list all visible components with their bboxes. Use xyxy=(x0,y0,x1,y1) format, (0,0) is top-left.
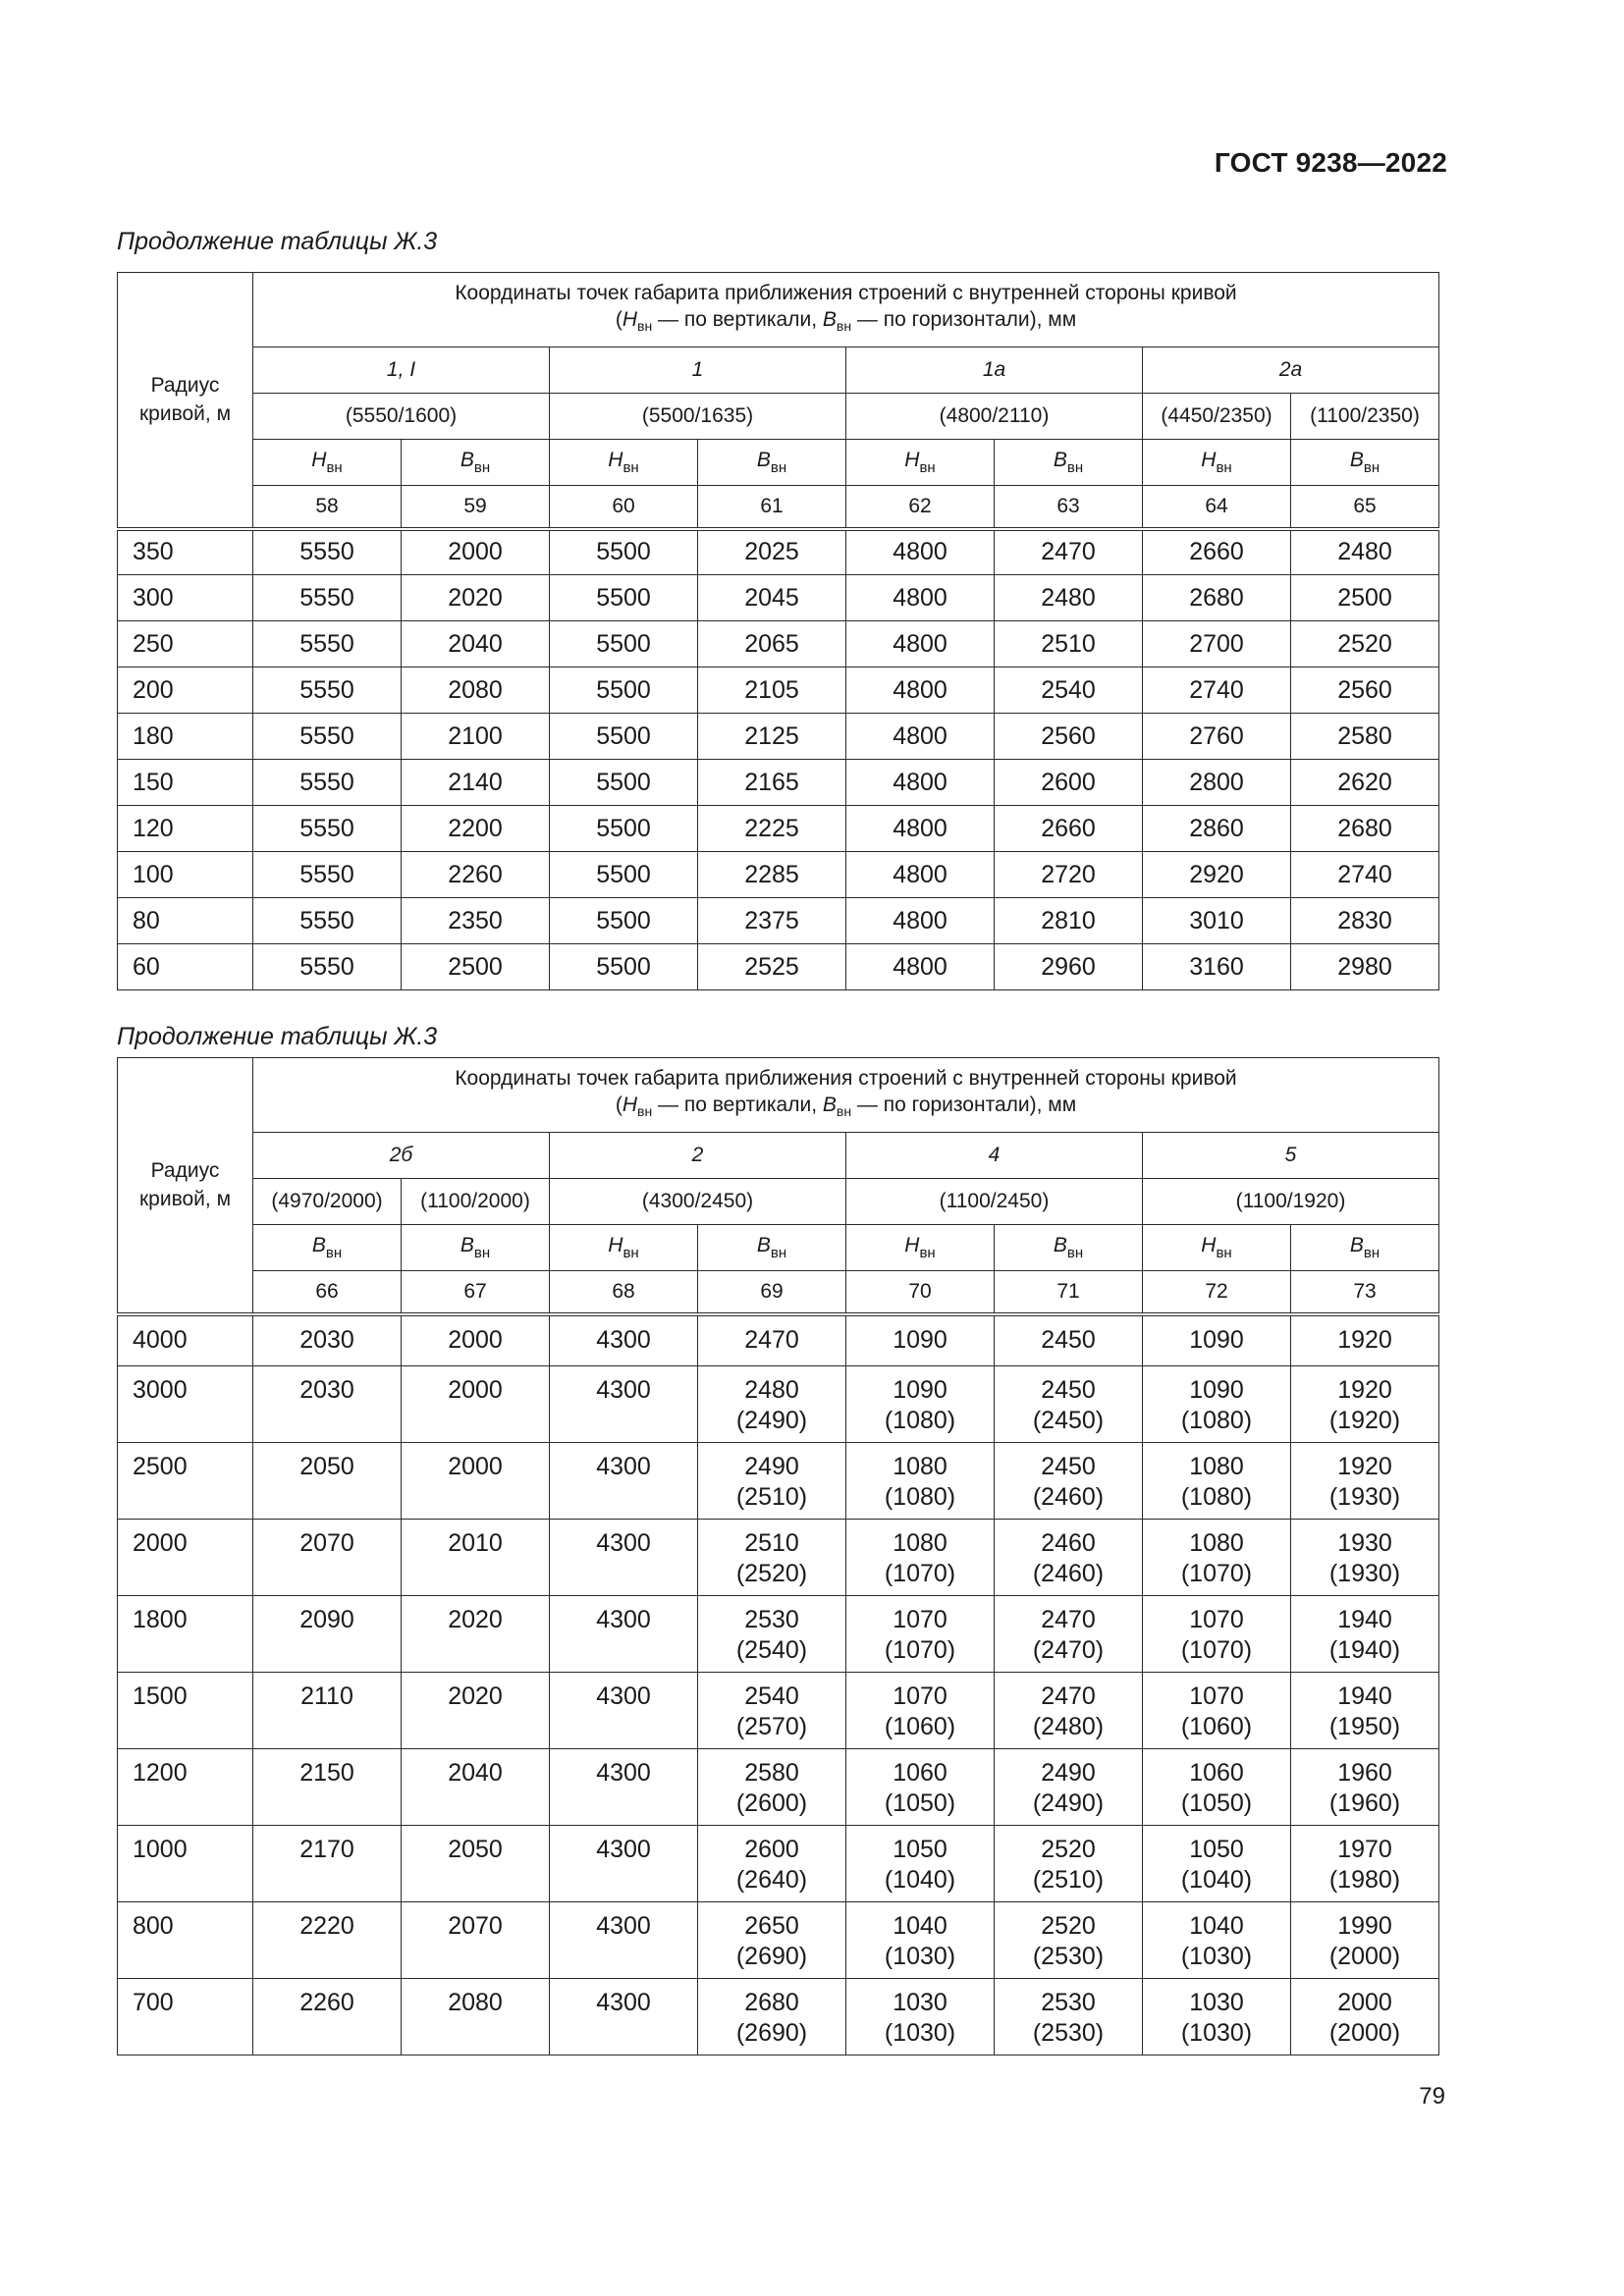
point-header: (1100/2000) xyxy=(402,1179,550,1225)
column-number: 68 xyxy=(550,1271,698,1314)
value-cell: 4300 xyxy=(550,1826,698,1902)
h-subscript: вн xyxy=(637,1103,653,1119)
value-cell: 2540 (2570) xyxy=(698,1673,846,1749)
value-cell: 1080 (1080) xyxy=(1143,1443,1291,1520)
value-cell: 2600 xyxy=(995,760,1143,806)
value-cell: 1940 (1950) xyxy=(1291,1673,1439,1749)
point-header: (1100/2450) xyxy=(846,1179,1143,1225)
column-number: 65 xyxy=(1291,486,1439,529)
table-row xyxy=(118,1596,1439,1673)
value-cell: 1090 xyxy=(846,1314,995,1366)
value-cell: 2490 (2490) xyxy=(995,1749,1143,1826)
value-cell: 2020 xyxy=(402,575,550,621)
group-header: 1 xyxy=(550,347,846,394)
value-cell: 2070 xyxy=(402,1902,550,1979)
clearance-table-2 xyxy=(117,1057,1439,2056)
value-cell: 2520 xyxy=(1291,621,1439,667)
value-cell: 2050 xyxy=(253,1443,402,1520)
value-cell: 4300 xyxy=(550,1366,698,1443)
value-cell: 2105 xyxy=(698,667,846,714)
value-cell: 5550 xyxy=(253,714,402,760)
table-row xyxy=(118,1443,1439,1520)
table-row xyxy=(118,1314,1439,1366)
h-symbol: H xyxy=(622,1094,637,1116)
value-cell: 4800 xyxy=(846,806,995,852)
radius-cell: 1800 xyxy=(118,1596,253,1673)
table-row xyxy=(118,667,1439,714)
value-cell: 4300 xyxy=(550,1749,698,1826)
value-cell: 2480 xyxy=(1291,529,1439,575)
value-cell: 1070 (1070) xyxy=(846,1596,995,1673)
value-cell: 2980 xyxy=(1291,944,1439,990)
value-cell: 2520 (2530) xyxy=(995,1902,1143,1979)
table-caption: Продолжение таблицы Ж.3 xyxy=(117,1023,438,1050)
value-cell: 2080 xyxy=(402,1979,550,2056)
table-row xyxy=(118,852,1439,898)
value-cell: 5500 xyxy=(550,944,698,990)
point-header: (5500/1635) xyxy=(550,394,846,440)
value-cell: 1040 (1030) xyxy=(846,1902,995,1979)
group-header: 4 xyxy=(846,1133,1143,1179)
point-header: (4800/2110) xyxy=(846,394,1143,440)
value-cell: 5550 xyxy=(253,760,402,806)
var-header: $B_{вн}$ xyxy=(402,1225,550,1271)
value-cell: 2660 xyxy=(1143,529,1291,575)
value-cell: 2860 xyxy=(1143,806,1291,852)
value-cell: 4300 xyxy=(550,1673,698,1749)
value-cell: 1030 (1030) xyxy=(846,1979,995,2056)
value-cell: 1920 xyxy=(1291,1314,1439,1366)
value-cell: 2680 xyxy=(1291,806,1439,852)
radius-cell: 200 xyxy=(118,667,253,714)
value-cell: 1080 (1070) xyxy=(1143,1520,1291,1596)
value-cell: 2000 (2000) xyxy=(1291,1979,1439,2056)
radius-cell: 3000 xyxy=(118,1366,253,1443)
radius-header: Радиус кривой, м xyxy=(118,273,253,529)
value-cell: 2660 xyxy=(995,806,1143,852)
radius-cell: 4000 xyxy=(118,1314,253,1366)
column-number: 72 xyxy=(1143,1271,1291,1314)
value-cell: 2220 xyxy=(253,1902,402,1979)
b-subscript: вн xyxy=(836,1103,852,1119)
value-cell: 2620 xyxy=(1291,760,1439,806)
column-number: 66 xyxy=(253,1271,402,1314)
value-cell: 2650 (2690) xyxy=(698,1902,846,1979)
var-header: $B_{вн}$ xyxy=(1291,1225,1439,1271)
value-cell: 4300 xyxy=(550,1902,698,1979)
value-cell: 3010 xyxy=(1143,898,1291,944)
point-header: (1100/1920) xyxy=(1143,1179,1439,1225)
value-cell: 5550 xyxy=(253,621,402,667)
b-symbol: B xyxy=(822,308,837,331)
radius-cell: 1000 xyxy=(118,1826,253,1902)
table-row xyxy=(118,529,1439,575)
column-number: 60 xyxy=(550,486,698,529)
column-number: 69 xyxy=(698,1271,846,1314)
value-cell: 2100 xyxy=(402,714,550,760)
value-cell: 4800 xyxy=(846,529,995,575)
value-cell: 2200 xyxy=(402,806,550,852)
value-cell: 4800 xyxy=(846,575,995,621)
value-cell: 2260 xyxy=(402,852,550,898)
value-cell: 2580 (2600) xyxy=(698,1749,846,1826)
column-number: 59 xyxy=(402,486,550,529)
var-header: $H_{вн}$ xyxy=(1143,440,1291,486)
value-cell: 2480 (2490) xyxy=(698,1366,846,1443)
radius-cell: 250 xyxy=(118,621,253,667)
value-cell: 2110 xyxy=(253,1673,402,1749)
value-cell: 1940 (1940) xyxy=(1291,1596,1439,1673)
group-header: 5 xyxy=(1143,1133,1439,1179)
table-row xyxy=(118,621,1439,667)
value-cell: 1060 (1050) xyxy=(1143,1749,1291,1826)
var-header: $H_{вн}$ xyxy=(550,1225,698,1271)
value-cell: 2020 xyxy=(402,1673,550,1749)
value-cell: 2285 xyxy=(698,852,846,898)
value-cell: 1050 (1040) xyxy=(846,1826,995,1902)
value-cell: 4800 xyxy=(846,852,995,898)
var-header: $B_{вн}$ xyxy=(995,440,1143,486)
value-cell: 1930 (1930) xyxy=(1291,1520,1439,1596)
value-cell: 2600 (2640) xyxy=(698,1826,846,1902)
value-cell: 2525 xyxy=(698,944,846,990)
value-cell: 4800 xyxy=(846,944,995,990)
value-cell: 2960 xyxy=(995,944,1143,990)
point-header: (4450/2350) xyxy=(1143,394,1291,440)
value-cell: 1090 xyxy=(1143,1314,1291,1366)
table-caption: Продолжение таблицы Ж.3 xyxy=(117,228,438,255)
point-header: (4970/2000) xyxy=(253,1179,402,1225)
value-cell: 1050 (1040) xyxy=(1143,1826,1291,1902)
value-cell: 4300 xyxy=(550,1314,698,1366)
value-cell: 5500 xyxy=(550,529,698,575)
point-header: (4300/2450) xyxy=(550,1179,846,1225)
value-cell: 1040 (1030) xyxy=(1143,1902,1291,1979)
value-cell: 2450 xyxy=(995,1314,1143,1366)
var-header: $B_{вн}$ xyxy=(1291,440,1439,486)
value-cell: 5500 xyxy=(550,575,698,621)
column-number: 67 xyxy=(402,1271,550,1314)
value-cell: 2580 xyxy=(1291,714,1439,760)
coords-title: Координаты точек габарита приближения строений с внутренней стороны кривой xyxy=(455,1067,1237,1090)
value-cell: 2125 xyxy=(698,714,846,760)
value-cell: 5550 xyxy=(253,944,402,990)
value-cell: 2530 (2540) xyxy=(698,1596,846,1673)
value-cell: 5550 xyxy=(253,667,402,714)
value-cell: 5500 xyxy=(550,714,698,760)
value-cell: 2510 (2520) xyxy=(698,1520,846,1596)
value-cell: 1080 (1080) xyxy=(846,1443,995,1520)
value-cell: 1990 (2000) xyxy=(1291,1902,1439,1979)
table-row xyxy=(118,1749,1439,1826)
radius-header: Радиус кривой, м xyxy=(118,1058,253,1314)
value-cell: 4800 xyxy=(846,667,995,714)
value-cell: 2920 xyxy=(1143,852,1291,898)
table-row xyxy=(118,714,1439,760)
radius-cell: 60 xyxy=(118,944,253,990)
value-cell: 2540 xyxy=(995,667,1143,714)
table-row xyxy=(118,575,1439,621)
radius-cell: 180 xyxy=(118,714,253,760)
value-cell: 1970 (1980) xyxy=(1291,1826,1439,1902)
value-cell: 2170 xyxy=(253,1826,402,1902)
var-header: $B_{вн}$ xyxy=(253,1225,402,1271)
radius-cell: 700 xyxy=(118,1979,253,2056)
b-text: — по горизонтали), мм xyxy=(851,1094,1077,1116)
value-cell: 2020 xyxy=(402,1596,550,1673)
radius-cell: 300 xyxy=(118,575,253,621)
table-row xyxy=(118,1673,1439,1749)
coords-header: Координаты точек габарита приближения строений с внутренней стороны кривой ($H_{вн}$ — по вертикали, $B_{вн}$ — по горизонтали), мм xyxy=(253,273,1439,347)
value-cell: 3160 xyxy=(1143,944,1291,990)
value-cell: 2760 xyxy=(1143,714,1291,760)
value-cell: 2040 xyxy=(402,1749,550,1826)
table-row xyxy=(118,1520,1439,1596)
group-header: 2 xyxy=(550,1133,846,1179)
value-cell: 1920 (1930) xyxy=(1291,1443,1439,1520)
value-cell: 2010 xyxy=(402,1520,550,1596)
table-row xyxy=(118,806,1439,852)
point-header: (1100/2350) xyxy=(1291,394,1439,440)
value-cell: 2680 (2690) xyxy=(698,1979,846,2056)
value-cell: 2070 xyxy=(253,1520,402,1596)
table-row xyxy=(118,1366,1439,1443)
radius-cell: 150 xyxy=(118,760,253,806)
column-number: 58 xyxy=(253,486,402,529)
radius-cell: 80 xyxy=(118,898,253,944)
table-row xyxy=(118,760,1439,806)
value-cell: 5500 xyxy=(550,667,698,714)
radius-cell: 800 xyxy=(118,1902,253,1979)
value-cell: 5550 xyxy=(253,806,402,852)
value-cell: 2030 xyxy=(253,1366,402,1443)
value-cell: 1070 (1060) xyxy=(1143,1673,1291,1749)
var-header: $H_{вн}$ xyxy=(846,440,995,486)
value-cell: 5500 xyxy=(550,760,698,806)
b-subscript: вн xyxy=(836,318,852,334)
column-number: 63 xyxy=(995,486,1143,529)
value-cell: 2500 xyxy=(402,944,550,990)
column-number: 64 xyxy=(1143,486,1291,529)
var-header: $H_{вн}$ xyxy=(253,440,402,486)
value-cell: 2480 xyxy=(995,575,1143,621)
value-cell: 2000 xyxy=(402,1366,550,1443)
column-number: 70 xyxy=(846,1271,995,1314)
value-cell: 2490 (2510) xyxy=(698,1443,846,1520)
radius-cell: 120 xyxy=(118,806,253,852)
value-cell: 2470 xyxy=(995,529,1143,575)
value-cell: 1060 (1050) xyxy=(846,1749,995,1826)
table-row xyxy=(118,898,1439,944)
value-cell: 2065 xyxy=(698,621,846,667)
var-header: $B_{вн}$ xyxy=(995,1225,1143,1271)
var-header: $H_{вн}$ xyxy=(1143,1225,1291,1271)
value-cell: 2450 (2450) xyxy=(995,1366,1143,1443)
table-row xyxy=(118,1826,1439,1902)
value-cell: 1090 (1080) xyxy=(846,1366,995,1443)
value-cell: 5500 xyxy=(550,806,698,852)
value-cell: 5550 xyxy=(253,898,402,944)
radius-cell: 2500 xyxy=(118,1443,253,1520)
value-cell: 2720 xyxy=(995,852,1143,898)
value-cell: 2830 xyxy=(1291,898,1439,944)
var-header: $B_{вн}$ xyxy=(402,440,550,486)
value-cell: 2375 xyxy=(698,898,846,944)
value-cell: 1920 (1920) xyxy=(1291,1366,1439,1443)
value-cell: 2000 xyxy=(402,1314,550,1366)
column-number: 73 xyxy=(1291,1271,1439,1314)
value-cell: 4800 xyxy=(846,714,995,760)
value-cell: 4300 xyxy=(550,1596,698,1673)
table-row xyxy=(118,1902,1439,1979)
h-symbol: H xyxy=(622,308,637,331)
value-cell: 2150 xyxy=(253,1749,402,1826)
value-cell: 2470 (2470) xyxy=(995,1596,1143,1673)
value-cell: 4300 xyxy=(550,1520,698,1596)
value-cell: 2460 (2460) xyxy=(995,1520,1143,1596)
value-cell: 2520 (2510) xyxy=(995,1826,1143,1902)
point-header: (5550/1600) xyxy=(253,394,550,440)
value-cell: 2500 xyxy=(1291,575,1439,621)
value-cell: 2680 xyxy=(1143,575,1291,621)
value-cell: 5550 xyxy=(253,852,402,898)
value-cell: 2740 xyxy=(1143,667,1291,714)
table-row xyxy=(118,944,1439,990)
var-header: $B_{вн}$ xyxy=(698,440,846,486)
value-cell: 2800 xyxy=(1143,760,1291,806)
value-cell: 2740 xyxy=(1291,852,1439,898)
value-cell: 4800 xyxy=(846,760,995,806)
group-header: 2б xyxy=(253,1133,550,1179)
value-cell: 4800 xyxy=(846,621,995,667)
value-cell: 1960 (1960) xyxy=(1291,1749,1439,1826)
value-cell: 2165 xyxy=(698,760,846,806)
radius-cell: 100 xyxy=(118,852,253,898)
value-cell: 2510 xyxy=(995,621,1143,667)
clearance-table-1 xyxy=(117,272,1439,990)
value-cell: 2225 xyxy=(698,806,846,852)
var-header: $H_{вн}$ xyxy=(550,440,698,486)
value-cell: 2030 xyxy=(253,1314,402,1366)
table-row xyxy=(118,1979,1439,2056)
standard-header: ГОСТ 9238—2022 xyxy=(1214,147,1447,178)
var-header: $H_{вн}$ xyxy=(846,1225,995,1271)
value-cell: 2350 xyxy=(402,898,550,944)
value-cell: 1070 (1070) xyxy=(1143,1596,1291,1673)
value-cell: 4300 xyxy=(550,1443,698,1520)
radius-cell: 350 xyxy=(118,529,253,575)
var-header: $B_{вн}$ xyxy=(698,1225,846,1271)
value-cell: 2810 xyxy=(995,898,1143,944)
value-cell: 2260 xyxy=(253,1979,402,2056)
value-cell: 2090 xyxy=(253,1596,402,1673)
value-cell: 2470 xyxy=(698,1314,846,1366)
column-number: 71 xyxy=(995,1271,1143,1314)
value-cell: 2000 xyxy=(402,1443,550,1520)
value-cell: 4300 xyxy=(550,1979,698,2056)
value-cell: 5500 xyxy=(550,621,698,667)
value-cell: 2040 xyxy=(402,621,550,667)
radius-cell: 1500 xyxy=(118,1673,253,1749)
b-symbol: B xyxy=(822,1094,837,1116)
value-cell: 5500 xyxy=(550,852,698,898)
value-cell: 2700 xyxy=(1143,621,1291,667)
value-cell: 2140 xyxy=(402,760,550,806)
value-cell: 1090 (1080) xyxy=(1143,1366,1291,1443)
coords-header: Координаты точек габарита приближения строений с внутренней стороны кривой ($H_{вн}$ — по вертикали, $B_{вн}$ — по горизонтали), мм xyxy=(253,1058,1439,1133)
page-number: 79 xyxy=(1419,2083,1445,2109)
group-header: 1, I xyxy=(253,347,550,394)
radius-cell: 1200 xyxy=(118,1749,253,1826)
value-cell: 2450 (2460) xyxy=(995,1443,1143,1520)
group-header: 1а xyxy=(846,347,1143,394)
h-text: — по вертикали, xyxy=(652,1094,823,1116)
value-cell: 2560 xyxy=(1291,667,1439,714)
value-cell: 2530 (2530) xyxy=(995,1979,1143,2056)
value-cell: 1080 (1070) xyxy=(846,1520,995,1596)
value-cell: 5550 xyxy=(253,529,402,575)
h-text: — по вертикали, xyxy=(652,308,823,331)
value-cell: 2000 xyxy=(402,529,550,575)
value-cell: 1030 (1030) xyxy=(1143,1979,1291,2056)
value-cell: 1070 (1060) xyxy=(846,1673,995,1749)
radius-cell: 2000 xyxy=(118,1520,253,1596)
value-cell: 4800 xyxy=(846,898,995,944)
value-cell: 5550 xyxy=(253,575,402,621)
coords-title: Координаты точек габарита приближения строений с внутренней стороны кривой xyxy=(455,282,1237,304)
column-number: 61 xyxy=(698,486,846,529)
h-subscript: вн xyxy=(637,318,653,334)
value-cell: 2470 (2480) xyxy=(995,1673,1143,1749)
value-cell: 2080 xyxy=(402,667,550,714)
b-text: — по горизонтали), мм xyxy=(851,308,1077,331)
value-cell: 2560 xyxy=(995,714,1143,760)
value-cell: 2025 xyxy=(698,529,846,575)
value-cell: 2045 xyxy=(698,575,846,621)
value-cell: 5500 xyxy=(550,898,698,944)
column-number: 62 xyxy=(846,486,995,529)
value-cell: 2050 xyxy=(402,1826,550,1902)
group-header: 2а xyxy=(1143,347,1439,394)
